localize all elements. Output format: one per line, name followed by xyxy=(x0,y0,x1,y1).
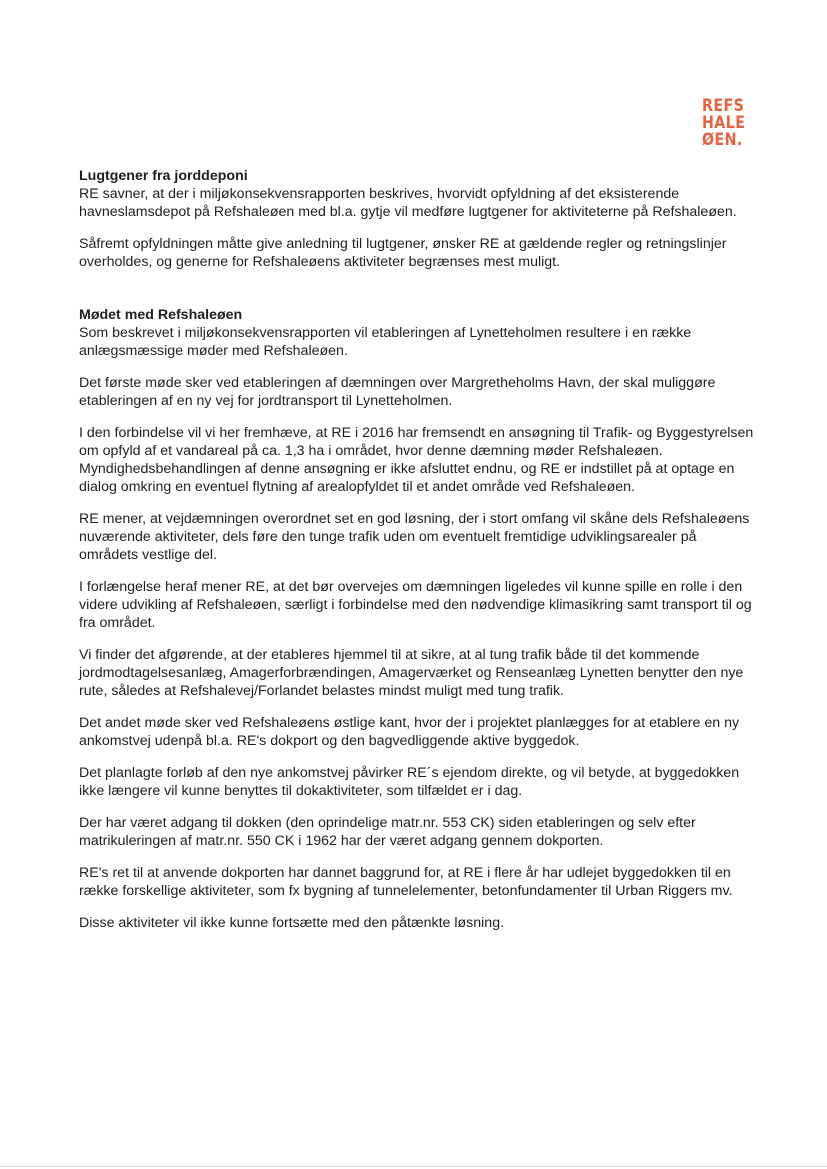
paragraph: Der har været adgang til dokken (den oprindelige matr.nr. 553 CK) siden etableringen og selv efter matrikuleringen af matr.nr. 550 CK i 1962 har der været adgang gennem dokporten. xyxy=(79,814,696,850)
paragraph: Disse aktiviteter vil ikke kunne fortsætte med den påtænkte løsning. xyxy=(79,914,505,931)
paragraph: RE's ret til at anvende dokporten har dannet baggrund for, at RE i flere år har udlejet byggedokken til en række forskellige aktiviteter, som fx bygning af tunnelelementer, betonfundamenter til Urban Riggers mv. xyxy=(79,864,733,900)
paragraph: Det planlagte forløb af den nye ankomstvej påvirker RE´s ejendom direkte, og vil betyde, at byggedokken ikke længere vil kunne benyttes til dokaktiviteter, som tilfældet er i dag. xyxy=(79,765,740,800)
section-lugtgener xyxy=(79,167,759,272)
logo-line-1: REFS xyxy=(702,96,745,115)
paragraph: Det første møde sker ved etableringen af dæmningen over Margretheholms Havn, der skal muliggøre etableringen af en ny vej for jordtransport til Lynetteholmen. xyxy=(79,374,716,409)
section-modet xyxy=(79,306,759,932)
section-heading-modet: Mødet med Refshaleøen xyxy=(79,306,243,323)
section-heading-lugtgener: Lugtgener fra jorddeponi xyxy=(79,168,248,184)
refshaleoen-logo xyxy=(702,97,745,148)
document-body xyxy=(79,167,759,946)
paragraph: Vi finder det afgørende, at der etableres hjemmel til at sikre, at al tung trafik både til det kommende jordmodtagelsesanlæg, Amagerforbrændingen, Amagerværket og Renseanlæg Lynetten benytter den nye rute, således at Refshalevej/Forlandet belastes mindst muligt med tung trafik. xyxy=(79,647,744,700)
paragraph: I den forbindelse vil vi her fremhæve, at RE i 2016 har fremsendt en ansøgning til Trafik- og Byggestyrelsen om opfyld af et vandareal på ca. 1,3 ha i området, hvor denne dæmning møder Refshaleøen. Myndighedsbehandlingen af denne ansøgning er ikke afsluttet endnu, og RE er indstillet på at optage en dialog omkring en eventuel flytning af arealopfyldet til et andet område ved Refshaleøen. xyxy=(79,424,754,496)
paragraph: Det andet møde sker ved Refshaleøens østlige kant, hvor der i projektet planlægges for at etablere en ny ankomstvej udenpå bl.a. RE's dokport og den bagvedliggende aktive byggedok. xyxy=(79,715,740,750)
logo-line-3: ØEN. xyxy=(702,130,743,149)
paragraph: I forlængelse heraf mener RE, at det bør overvejes om dæmningen ligeledes vil kunne spille en rolle i den videre udvikling af Refshaleøen, særligt i forbindelse med den nødvendige klimasikring samt transport til og fra området. xyxy=(79,578,752,632)
page-edge-divider xyxy=(0,1166,827,1167)
paragraph: Såfremt opfyldningen måtte give anledning til lugtgener, ønsker RE at gældende regler og retningslinjer overholdes, og generne for Refshaleøens aktiviteter begrænses mest muligt. xyxy=(79,236,727,271)
paragraph: Som beskrevet i miljøkonsekvensrapporten vil etableringen af Lynetteholmen resultere i en række anlægsmæssige møder med Refshaleøen. xyxy=(79,324,692,359)
paragraph: RE mener, at vejdæmningen overordnet set en god løsning, der i stort omfang vil skåne dels Refshaleøens nuværende aktiviteter, dels føre den tunge trafik uden om eventuelt fremtidige udviklingsarealer på områdets vestlige del. xyxy=(79,510,750,564)
logo-line-2: HALE xyxy=(702,113,746,132)
paragraph: RE savner, at der i miljøkonsekvensrapporten beskrives, hvorvidt opfyldning af det eksisterende havneslamsdepot på Refshaleøen med bl.a. gytje vil medføre lugtgener for aktiviteterne på Refshaleøen. xyxy=(79,186,737,221)
